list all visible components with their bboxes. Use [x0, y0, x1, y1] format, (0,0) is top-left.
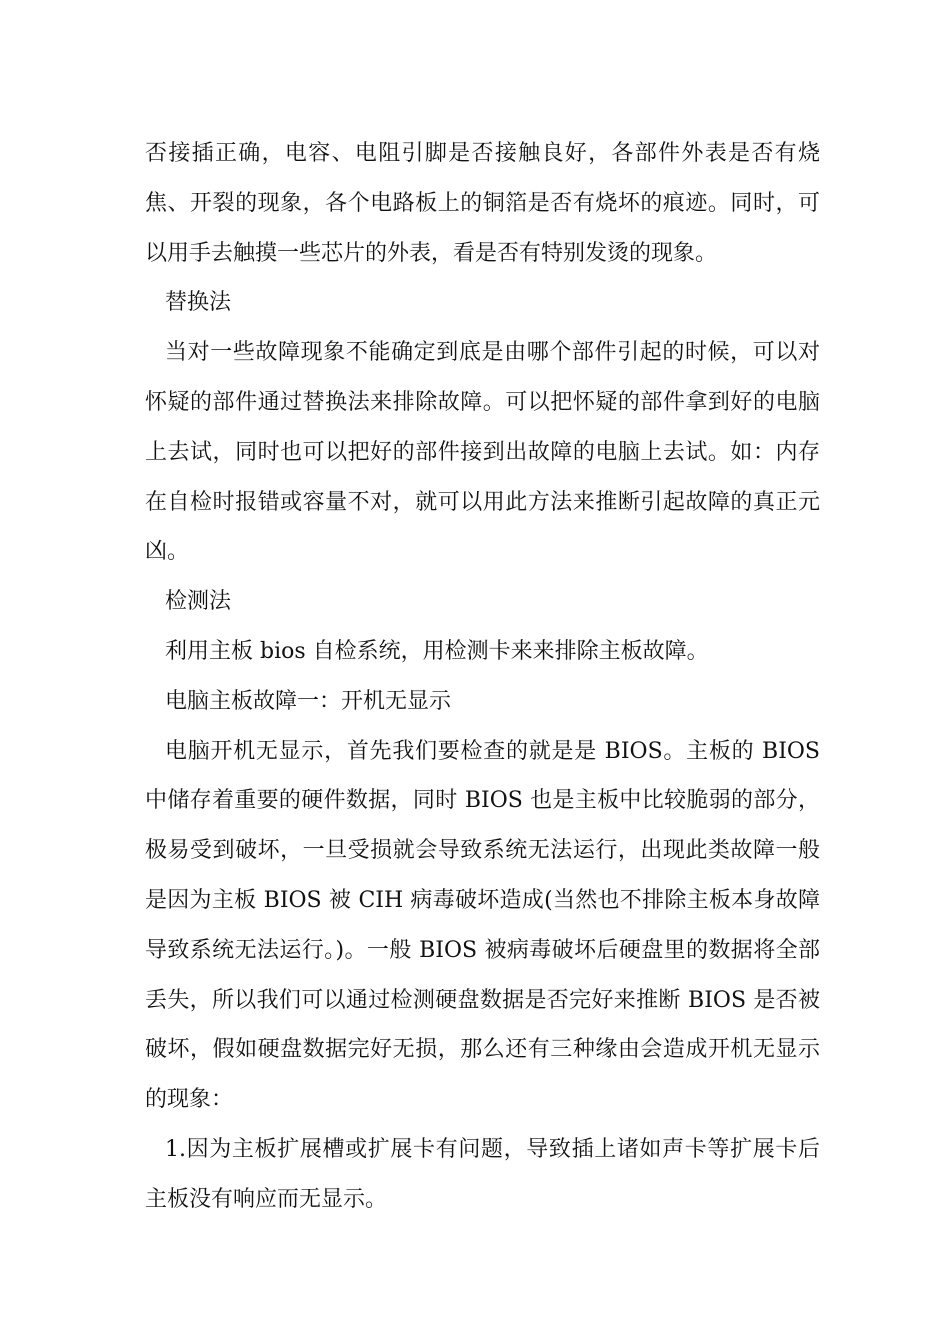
section-heading-replacement-method: 替换法 [165, 290, 232, 316]
paragraph-no-display-fault: 电脑开机无显示，首先我们要检查的就是是 BIOS。主板的 BIOS 中储存着重要的硬件数据，同时 BIOS 也是主板中比较脆弱的部分，极易受到破坏，一旦受损就会导致系统无法运行，出现此类故障一般是因为主板 BIOS 被 CIH 病毒破坏造成(当然也不排除主板本身故障导致系统无法运行。)。一般 BIOS 被病毒破坏后硬盘里的数据将全部丢失，所以我们可以通过检测硬盘数据是否完好来推断 BIOS 是否被破坏，假如硬盘数据完好无损，那么还有三种缘由会造成开机无显示的现象： [145, 738, 827, 1113]
document-body [145, 129, 827, 1225]
paragraph-replacement-method: 当对一些故障现象不能确定到底是由哪个部件引起的时候，可以对怀疑的部件通过替换法来排除故障。可以把怀疑的部件拿到好的电脑上去试，同时也可以把好的部件接到出故障的电脑上去试。如：内存在自检时报错或容量不对，就可以用此方法来推断引起故障的真正元凶。 [145, 340, 820, 565]
section-heading-detection-method: 检测法 [165, 589, 232, 615]
paragraph-detection-method: 利用主板 bios 自检系统，用检测卡来来排除主板故障。 [165, 638, 709, 664]
paragraph-continuation: 否接插正确，电容、电阻引脚是否接触良好，各部件外表是否有烧焦、开裂的现象，各个电路板上的铜箔是否有烧坏的痕迹。同时，可以用手去触摸一些芯片的外表，看是否有特别发烫的现象。 [145, 141, 820, 266]
section-heading-no-display-fault: 电脑主板故障一：开机无显示 [165, 688, 452, 714]
paragraph-cause-1: 1.因为主板扩展槽或扩展卡有问题，导致插上诸如声卡等扩展卡后主板没有响应而无显示。 [145, 1136, 820, 1212]
